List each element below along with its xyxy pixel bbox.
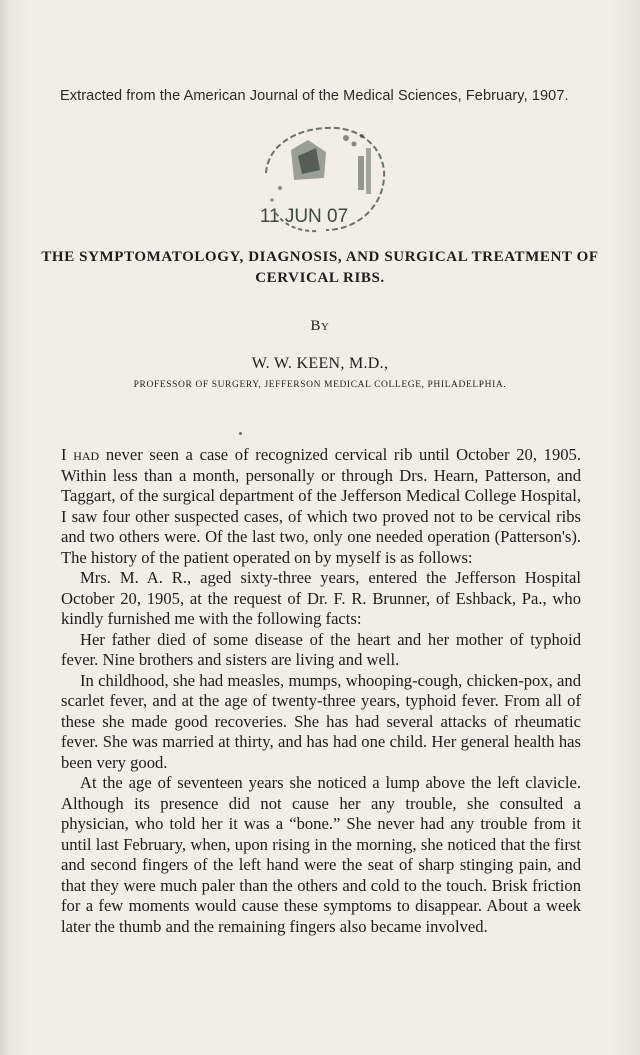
paragraph-3: Her father died of some disease of the heart and her mother of typhoid fever. Nine brothers and sisters are living and well. bbox=[61, 629, 581, 669]
library-stamp bbox=[246, 118, 396, 242]
article-body bbox=[61, 445, 581, 937]
author-affiliation: PROFESSOR OF SURGERY, JEFFERSON MEDICAL COLLEGE, PHILADELPHIA. bbox=[133, 380, 507, 390]
paragraph-1-lead: I had bbox=[61, 445, 100, 464]
article-title: THE SYMPTOMATOLOGY, DIAGNOSIS, AND SURGICAL TREATMENT OF CERVICAL RIBS. bbox=[41, 249, 599, 286]
paragraph-4: In childhood, she had measles, mumps, whooping-cough, chicken-pox, and scarlet fever, and at the age of twenty-three years, typhoid fever. From all of these she made good recoveries. She has had several attacks of rheumatic fever. She was married at thirty, and has had one child. Her general health has been very good. bbox=[61, 670, 581, 772]
ink-dot bbox=[239, 432, 242, 435]
paragraph-1-text: never seen a case of recognized cervical rib until October 20, 1905. Within less than a month, personally or through Drs. Hearn, Patterson, and Taggart, of the surgical department of the Jefferson Medical College Hospital, I saw four other suspected cases, of which two proved not to be cervical ribs and two others were. Of the last two, only one needed operation (Patterson's). The history of the patient operated on by myself is as follows: bbox=[61, 445, 581, 567]
paragraph-5: At the age of seventeen years she noticed a lump above the left clavicle. Although its presence did not cause her any trouble, she consulted a physician, who told her it was a “bone.” She never had any trouble from it until last February, when, upon rising in the morning, she noticed that the first and second fingers of the left hand were the seat of sharp stinging pain, and that they were much paler than the others and cold to the touch. Brisk friction for a few moments would cause these symptoms to disappear. About a week later the thumb and the remaining fingers also became involved. bbox=[61, 773, 581, 936]
source-note: Extracted from the American Journal of the Medical Sciences, February, 1907. bbox=[60, 88, 569, 104]
stamp-date: 11 JUN 07 bbox=[259, 206, 349, 227]
paragraph-2: Mrs. M. A. R., aged sixty-three years, entered the Jefferson Hospital October 20, 1905, at the request of Dr. F. R. Brunner, of Eshback, Pa., who kindly furnished me with the following facts: bbox=[61, 568, 581, 628]
library-stamp-graphic bbox=[246, 118, 396, 242]
byline: By bbox=[310, 318, 330, 334]
author-name: W. W. KEEN, M.D., bbox=[251, 355, 389, 372]
paragraph-1 bbox=[61, 445, 581, 568]
